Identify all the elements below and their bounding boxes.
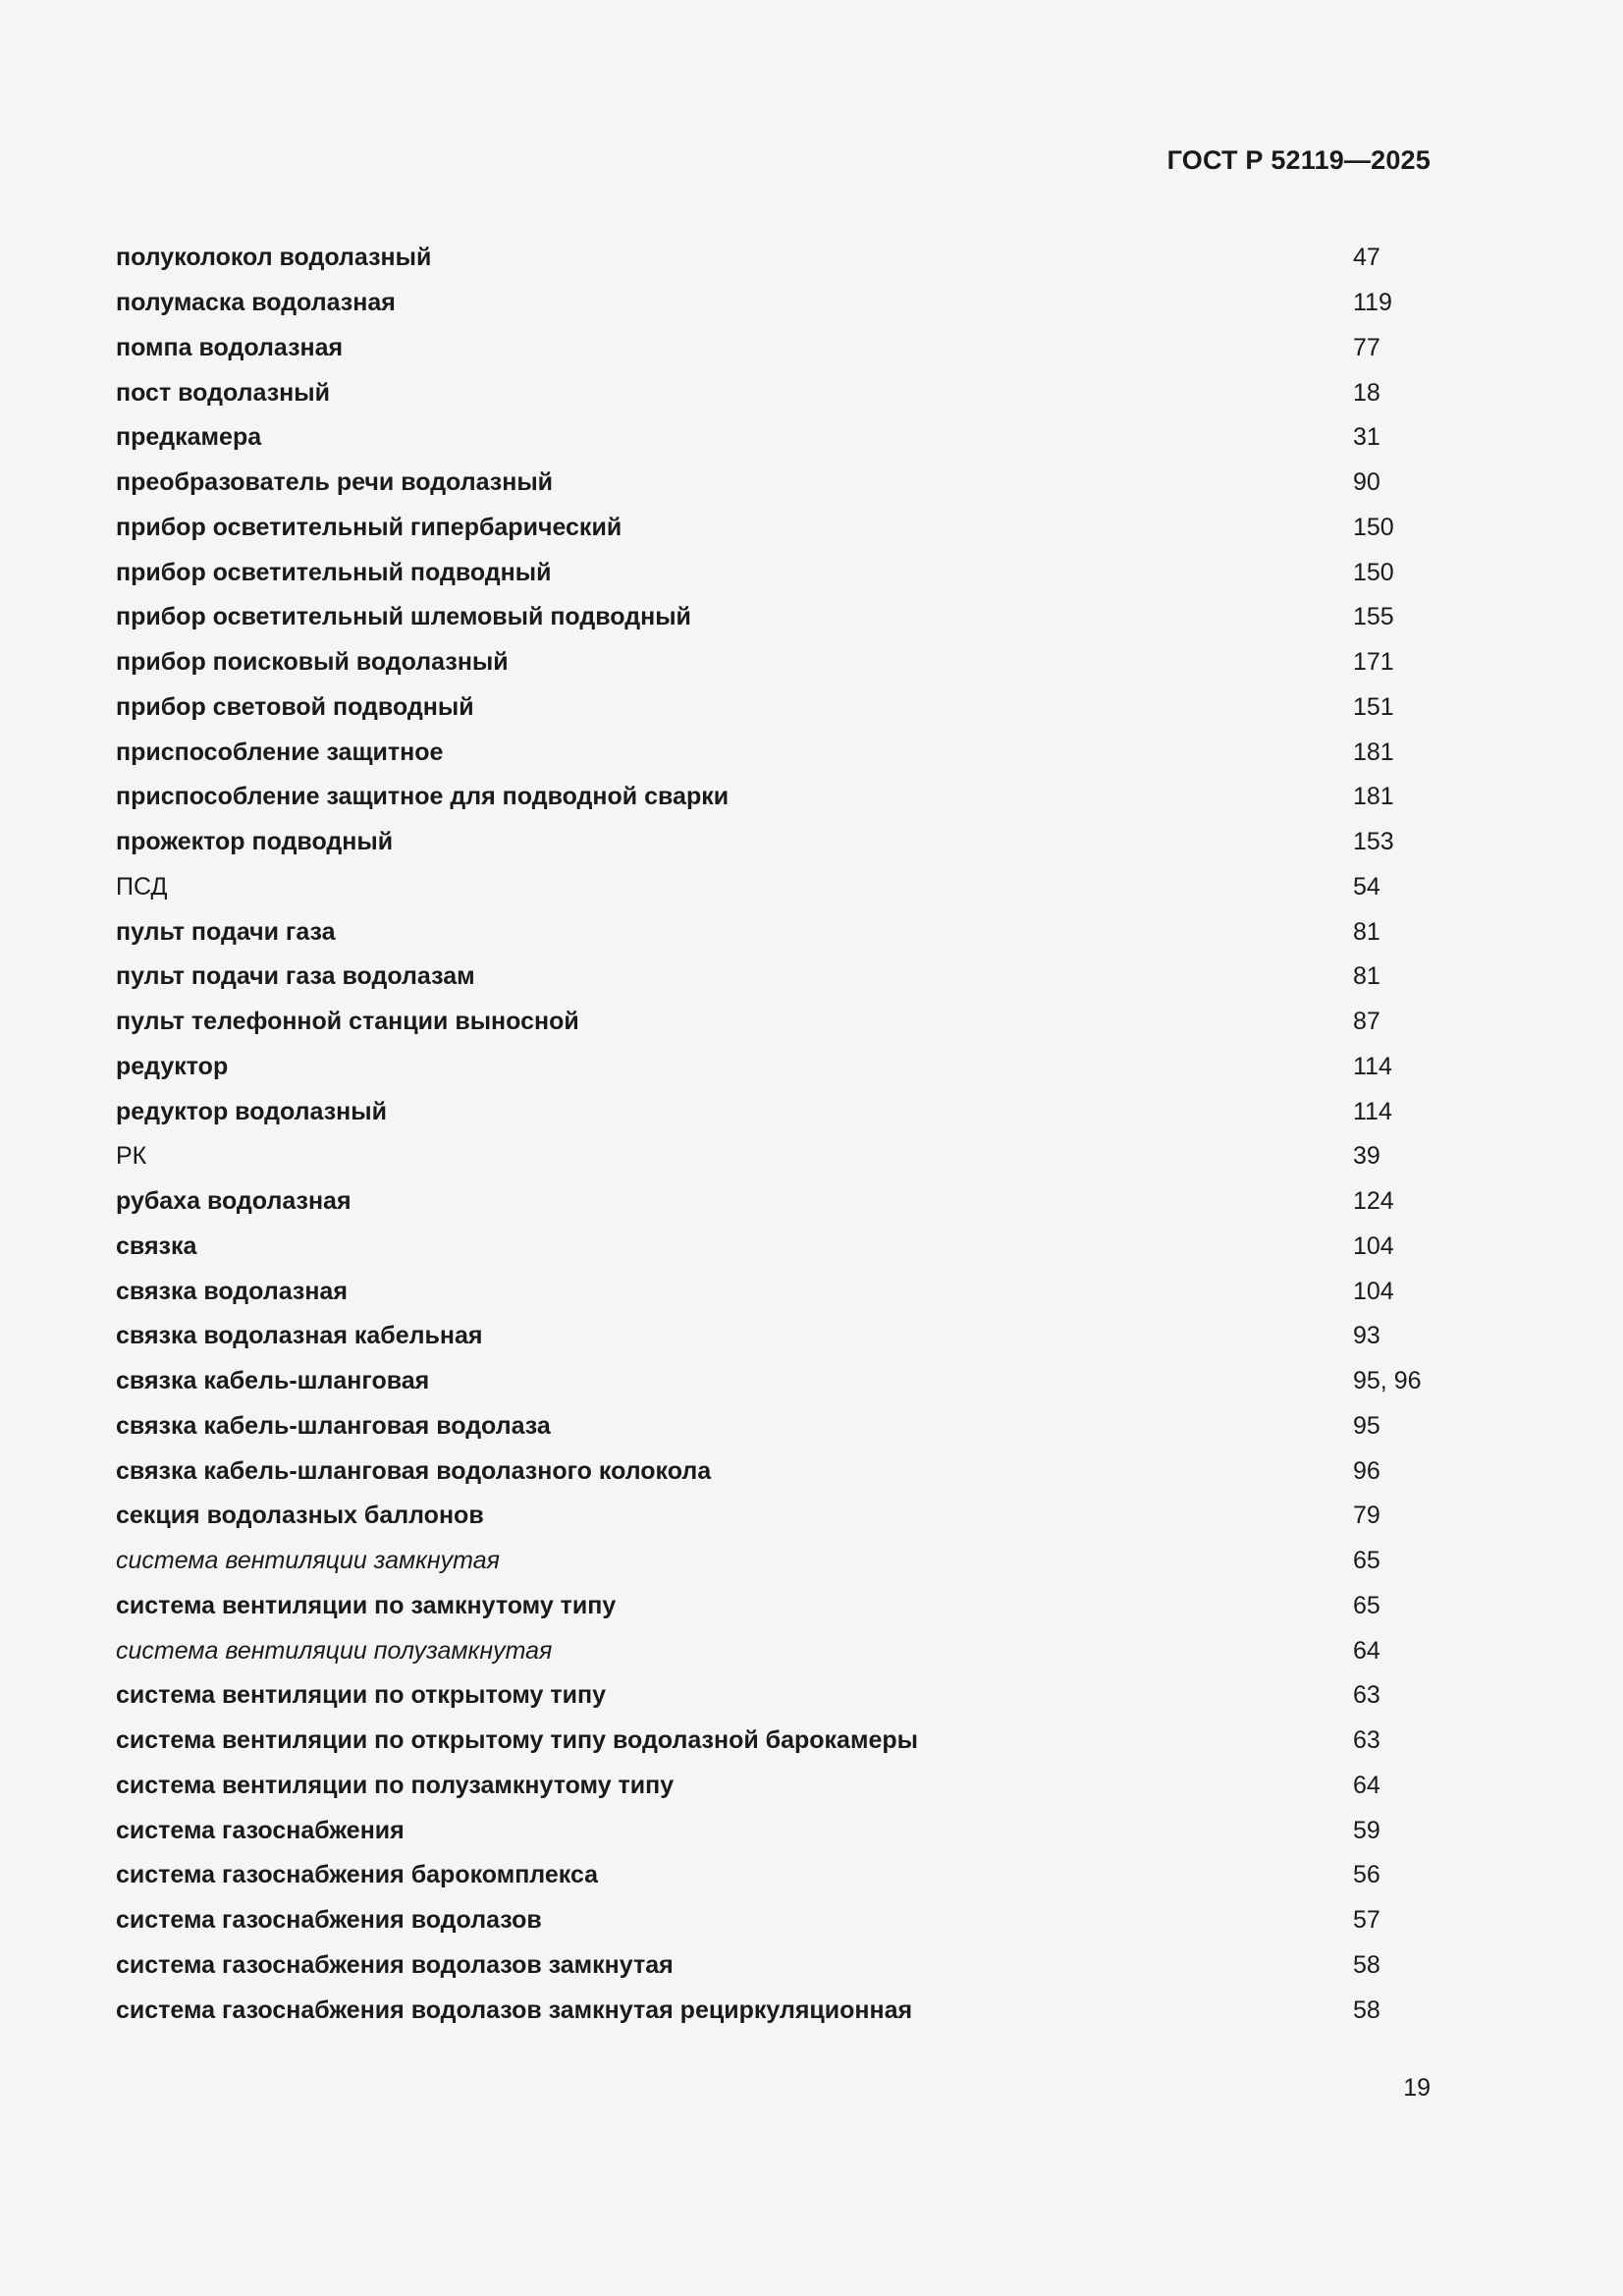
index-term: система газоснабжения водолазов замкнутая xyxy=(116,1950,674,1979)
index-entry xyxy=(116,1134,1432,1179)
index-entry xyxy=(116,1853,1432,1898)
index-term: система вентиляции полузамкнутая xyxy=(116,1636,553,1665)
index-ref: 57 xyxy=(1353,1906,1380,1935)
index-entry xyxy=(116,1719,1432,1764)
index-term: система газоснабжения водолазов xyxy=(116,1906,542,1935)
index-entry xyxy=(116,685,1432,731)
index-term: связка водолазная кабельная xyxy=(116,1322,483,1350)
index-ref: 95, 96 xyxy=(1353,1367,1422,1395)
index-term: редуктор xyxy=(116,1052,229,1080)
index-ref: 31 xyxy=(1353,423,1380,452)
index-ref: 114 xyxy=(1353,1052,1392,1080)
index-entry xyxy=(116,1359,1432,1404)
index-term: система вентиляции по замкнутому типу xyxy=(116,1591,617,1619)
index-entry xyxy=(116,595,1432,640)
index-ref: 96 xyxy=(1353,1456,1380,1485)
index-term: связка xyxy=(116,1231,197,1260)
index-ref: 18 xyxy=(1353,378,1380,407)
document-code: ГОСТ Р 52119—2025 xyxy=(1166,145,1431,175)
index-term: помпа водолазная xyxy=(116,333,344,361)
index-entry xyxy=(116,506,1432,551)
index-term: преобразователь речи водолазный xyxy=(116,468,554,497)
index-ref: 150 xyxy=(1353,558,1394,586)
index-ref: 95 xyxy=(1353,1411,1380,1440)
index-ref: 119 xyxy=(1353,289,1392,317)
index-entry xyxy=(116,236,1432,281)
index-term: предкамера xyxy=(116,423,262,452)
index-term: система газоснабжения водолазов замкнутая рециркуляционная xyxy=(116,1995,913,2024)
index-term: связка водолазная xyxy=(116,1277,348,1305)
index-ref: 81 xyxy=(1353,917,1380,946)
index-ref: 153 xyxy=(1353,828,1394,856)
index-entry xyxy=(116,1764,1432,1809)
index-term: полумаска водолазная xyxy=(116,289,396,317)
index-ref: 81 xyxy=(1353,962,1380,991)
index-entry xyxy=(116,415,1432,461)
index-ref: 181 xyxy=(1353,738,1394,766)
index-ref: 64 xyxy=(1353,1771,1380,1799)
index-term: рубаха водолазная xyxy=(116,1187,352,1216)
index-ref: 79 xyxy=(1353,1502,1380,1530)
index-entry xyxy=(116,909,1432,955)
index-term: РК xyxy=(116,1142,147,1171)
index-term: связка кабель-шланговая водолазного колокола xyxy=(116,1456,712,1485)
index-entry xyxy=(116,1808,1432,1853)
index-term: пульт телефонной станции выносной xyxy=(116,1008,579,1036)
index-term: редуктор водолазный xyxy=(116,1097,388,1125)
index-entry xyxy=(116,1943,1432,1989)
index-term: система газоснабжения xyxy=(116,1816,405,1844)
index-term: прожектор подводный xyxy=(116,828,394,856)
index-term: система вентиляции замкнутая xyxy=(116,1547,500,1575)
index-entry xyxy=(116,550,1432,595)
index-entry xyxy=(116,1225,1432,1270)
index-term: приспособление защитное для подводной сварки xyxy=(116,783,730,811)
index-entry xyxy=(116,1045,1432,1090)
index-ref: 58 xyxy=(1353,1995,1380,2024)
index-term: прибор поисковый водолазный xyxy=(116,648,509,677)
index-entry xyxy=(116,1988,1432,2033)
index-term: система вентиляции по открытому типу xyxy=(116,1681,607,1710)
index-term: прибор осветительный гипербарический xyxy=(116,513,622,541)
index-entry xyxy=(116,865,1432,910)
index-ref: 54 xyxy=(1353,872,1380,901)
index-ref: 63 xyxy=(1353,1726,1380,1755)
index-entry xyxy=(116,730,1432,775)
index-ref: 59 xyxy=(1353,1816,1380,1844)
index-term: пульт подачи газа водолазам xyxy=(116,962,475,991)
index-entry xyxy=(116,1628,1432,1673)
index-ref: 171 xyxy=(1353,648,1394,677)
index-ref: 64 xyxy=(1353,1636,1380,1665)
index-term: система вентиляции по полузамкнутому типу xyxy=(116,1771,675,1799)
index-ref: 124 xyxy=(1353,1187,1394,1216)
index-entry xyxy=(116,955,1432,1000)
index-ref: 104 xyxy=(1353,1231,1394,1260)
index-term: приспособление защитное xyxy=(116,738,444,766)
page-number: 19 xyxy=(1403,2074,1431,2102)
index-ref: 151 xyxy=(1353,692,1394,721)
index-ref: 114 xyxy=(1353,1097,1392,1125)
index-term: полуколокол водолазный xyxy=(116,244,432,272)
index-entry xyxy=(116,1314,1432,1359)
index-entry xyxy=(116,326,1432,371)
index-ref: 65 xyxy=(1353,1591,1380,1619)
index-entry xyxy=(116,820,1432,865)
index-entry xyxy=(116,1584,1432,1629)
index-ref: 87 xyxy=(1353,1008,1380,1036)
index-term: система вентиляции по открытому типу водолазной барокамеры xyxy=(116,1726,918,1755)
index-ref: 150 xyxy=(1353,513,1394,541)
index-term: прибор осветительный подводный xyxy=(116,558,552,586)
index-term: прибор осветительный шлемовый подводный xyxy=(116,603,691,631)
index-entry xyxy=(116,1000,1432,1045)
index-ref: 58 xyxy=(1353,1950,1380,1979)
index-ref: 56 xyxy=(1353,1861,1380,1889)
index-entry xyxy=(116,1494,1432,1539)
index-term: пульт подачи газа xyxy=(116,917,336,946)
index-term: ПСД xyxy=(116,872,168,901)
term-index-list xyxy=(116,236,1432,2033)
index-ref: 90 xyxy=(1353,468,1380,497)
index-ref: 47 xyxy=(1353,244,1380,272)
index-entry xyxy=(116,1269,1432,1314)
index-ref: 63 xyxy=(1353,1681,1380,1710)
index-term: секция водолазных баллонов xyxy=(116,1502,484,1530)
index-entry xyxy=(116,370,1432,415)
index-ref: 77 xyxy=(1353,333,1380,361)
index-entry xyxy=(116,1404,1432,1449)
index-ref: 93 xyxy=(1353,1322,1380,1350)
index-term: связка кабель-шланговая xyxy=(116,1367,430,1395)
index-ref: 181 xyxy=(1353,783,1394,811)
index-term: пост водолазный xyxy=(116,378,330,407)
index-ref: 155 xyxy=(1353,603,1394,631)
index-entry xyxy=(116,775,1432,820)
index-ref: 65 xyxy=(1353,1547,1380,1575)
index-entry xyxy=(116,1898,1432,1943)
index-entry xyxy=(116,1673,1432,1719)
index-term: связка кабель-шланговая водолаза xyxy=(116,1411,551,1440)
index-ref: 104 xyxy=(1353,1277,1394,1305)
index-entry xyxy=(116,461,1432,506)
index-entry xyxy=(116,640,1432,685)
index-entry xyxy=(116,1449,1432,1494)
index-entry xyxy=(116,1089,1432,1134)
index-entry xyxy=(116,281,1432,326)
index-entry xyxy=(116,1179,1432,1225)
index-term: прибор световой подводный xyxy=(116,692,474,721)
index-term: система газоснабжения барокомплекса xyxy=(116,1861,599,1889)
index-entry xyxy=(116,1539,1432,1584)
index-ref: 39 xyxy=(1353,1142,1380,1171)
